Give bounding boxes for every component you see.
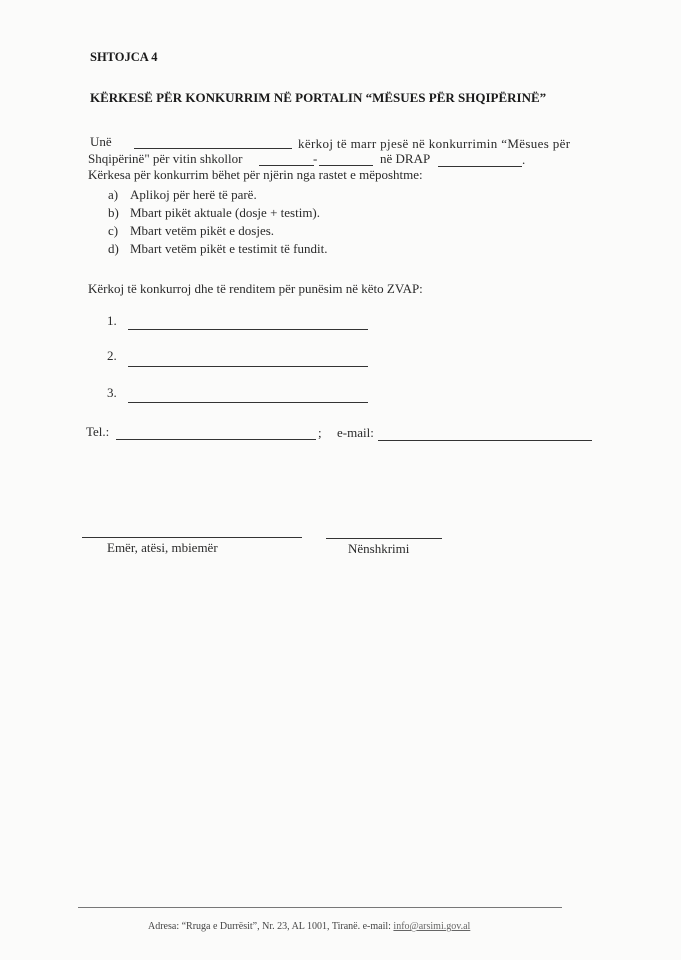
zvap-field-1[interactable] [128,329,368,330]
option-label: c) [108,223,119,238]
zvap-number: 2. [107,348,117,363]
annex-label: SHTOJCA 4 [90,50,158,64]
zvap-prompt: Kërkoj të konkurroj dhe të renditem për punësim në këto ZVAP: [88,281,423,296]
tel-label: Tel.: [86,424,110,439]
option-text: Mbart pikët aktuale (dosje + testim). [130,205,321,220]
name-signature-line[interactable] [82,537,302,538]
period: . [522,152,526,167]
email-field[interactable] [378,440,592,441]
dash: - [313,151,318,166]
signature-line[interactable] [326,538,442,539]
option-label: d) [108,241,119,256]
page-title: KËRKESË PËR KONKURRIM NË PORTALIN “MËSUES PËR SHQIPËRINË” [90,90,547,105]
school-year-start-field[interactable] [259,165,314,166]
text-line1: kërkoj të marr pjesë në konkurrimin “Mësues për [298,136,571,151]
school-year-end-field[interactable] [319,165,373,166]
drap-field[interactable] [438,166,522,167]
option-text: Mbart vetëm pikët e testimit të fundit. [130,241,328,256]
footer-email-link[interactable]: info@arsimi.gov.al [393,921,471,932]
zvap-field-3[interactable] [128,402,368,403]
name-field[interactable] [134,148,292,149]
name-caption: Emër, atësi, mbiemër [107,540,218,555]
zvap-number: 3. [107,385,117,400]
semicolon: ; [318,425,322,440]
option-label: b) [108,205,119,220]
footer-address [148,921,470,932]
option-text: Aplikoj për herë të parë. [130,187,257,202]
signature-caption: Nënshkrimi [348,541,410,556]
text-line2: Shqipërinë" për vitin shkollor [88,151,243,166]
text-line3: Kërkesa për konkurrim bëhet për njërin nga rastet e mëposhtme: [88,167,423,182]
zvap-field-2[interactable] [128,366,368,367]
tel-field[interactable] [116,439,316,440]
email-label: e-mail: [337,425,374,440]
text-drap: në DRAP [380,151,431,166]
footer-address-text: Adresa: “Rruga e Durrësit”, Nr. 23, AL 1001, Tiranë. e-mail: [148,921,391,932]
footer-divider [78,907,562,908]
text-une: Unë [90,134,112,149]
zvap-number: 1. [107,313,117,328]
option-text: Mbart vetëm pikët e dosjes. [130,223,275,238]
option-label: a) [108,187,119,202]
